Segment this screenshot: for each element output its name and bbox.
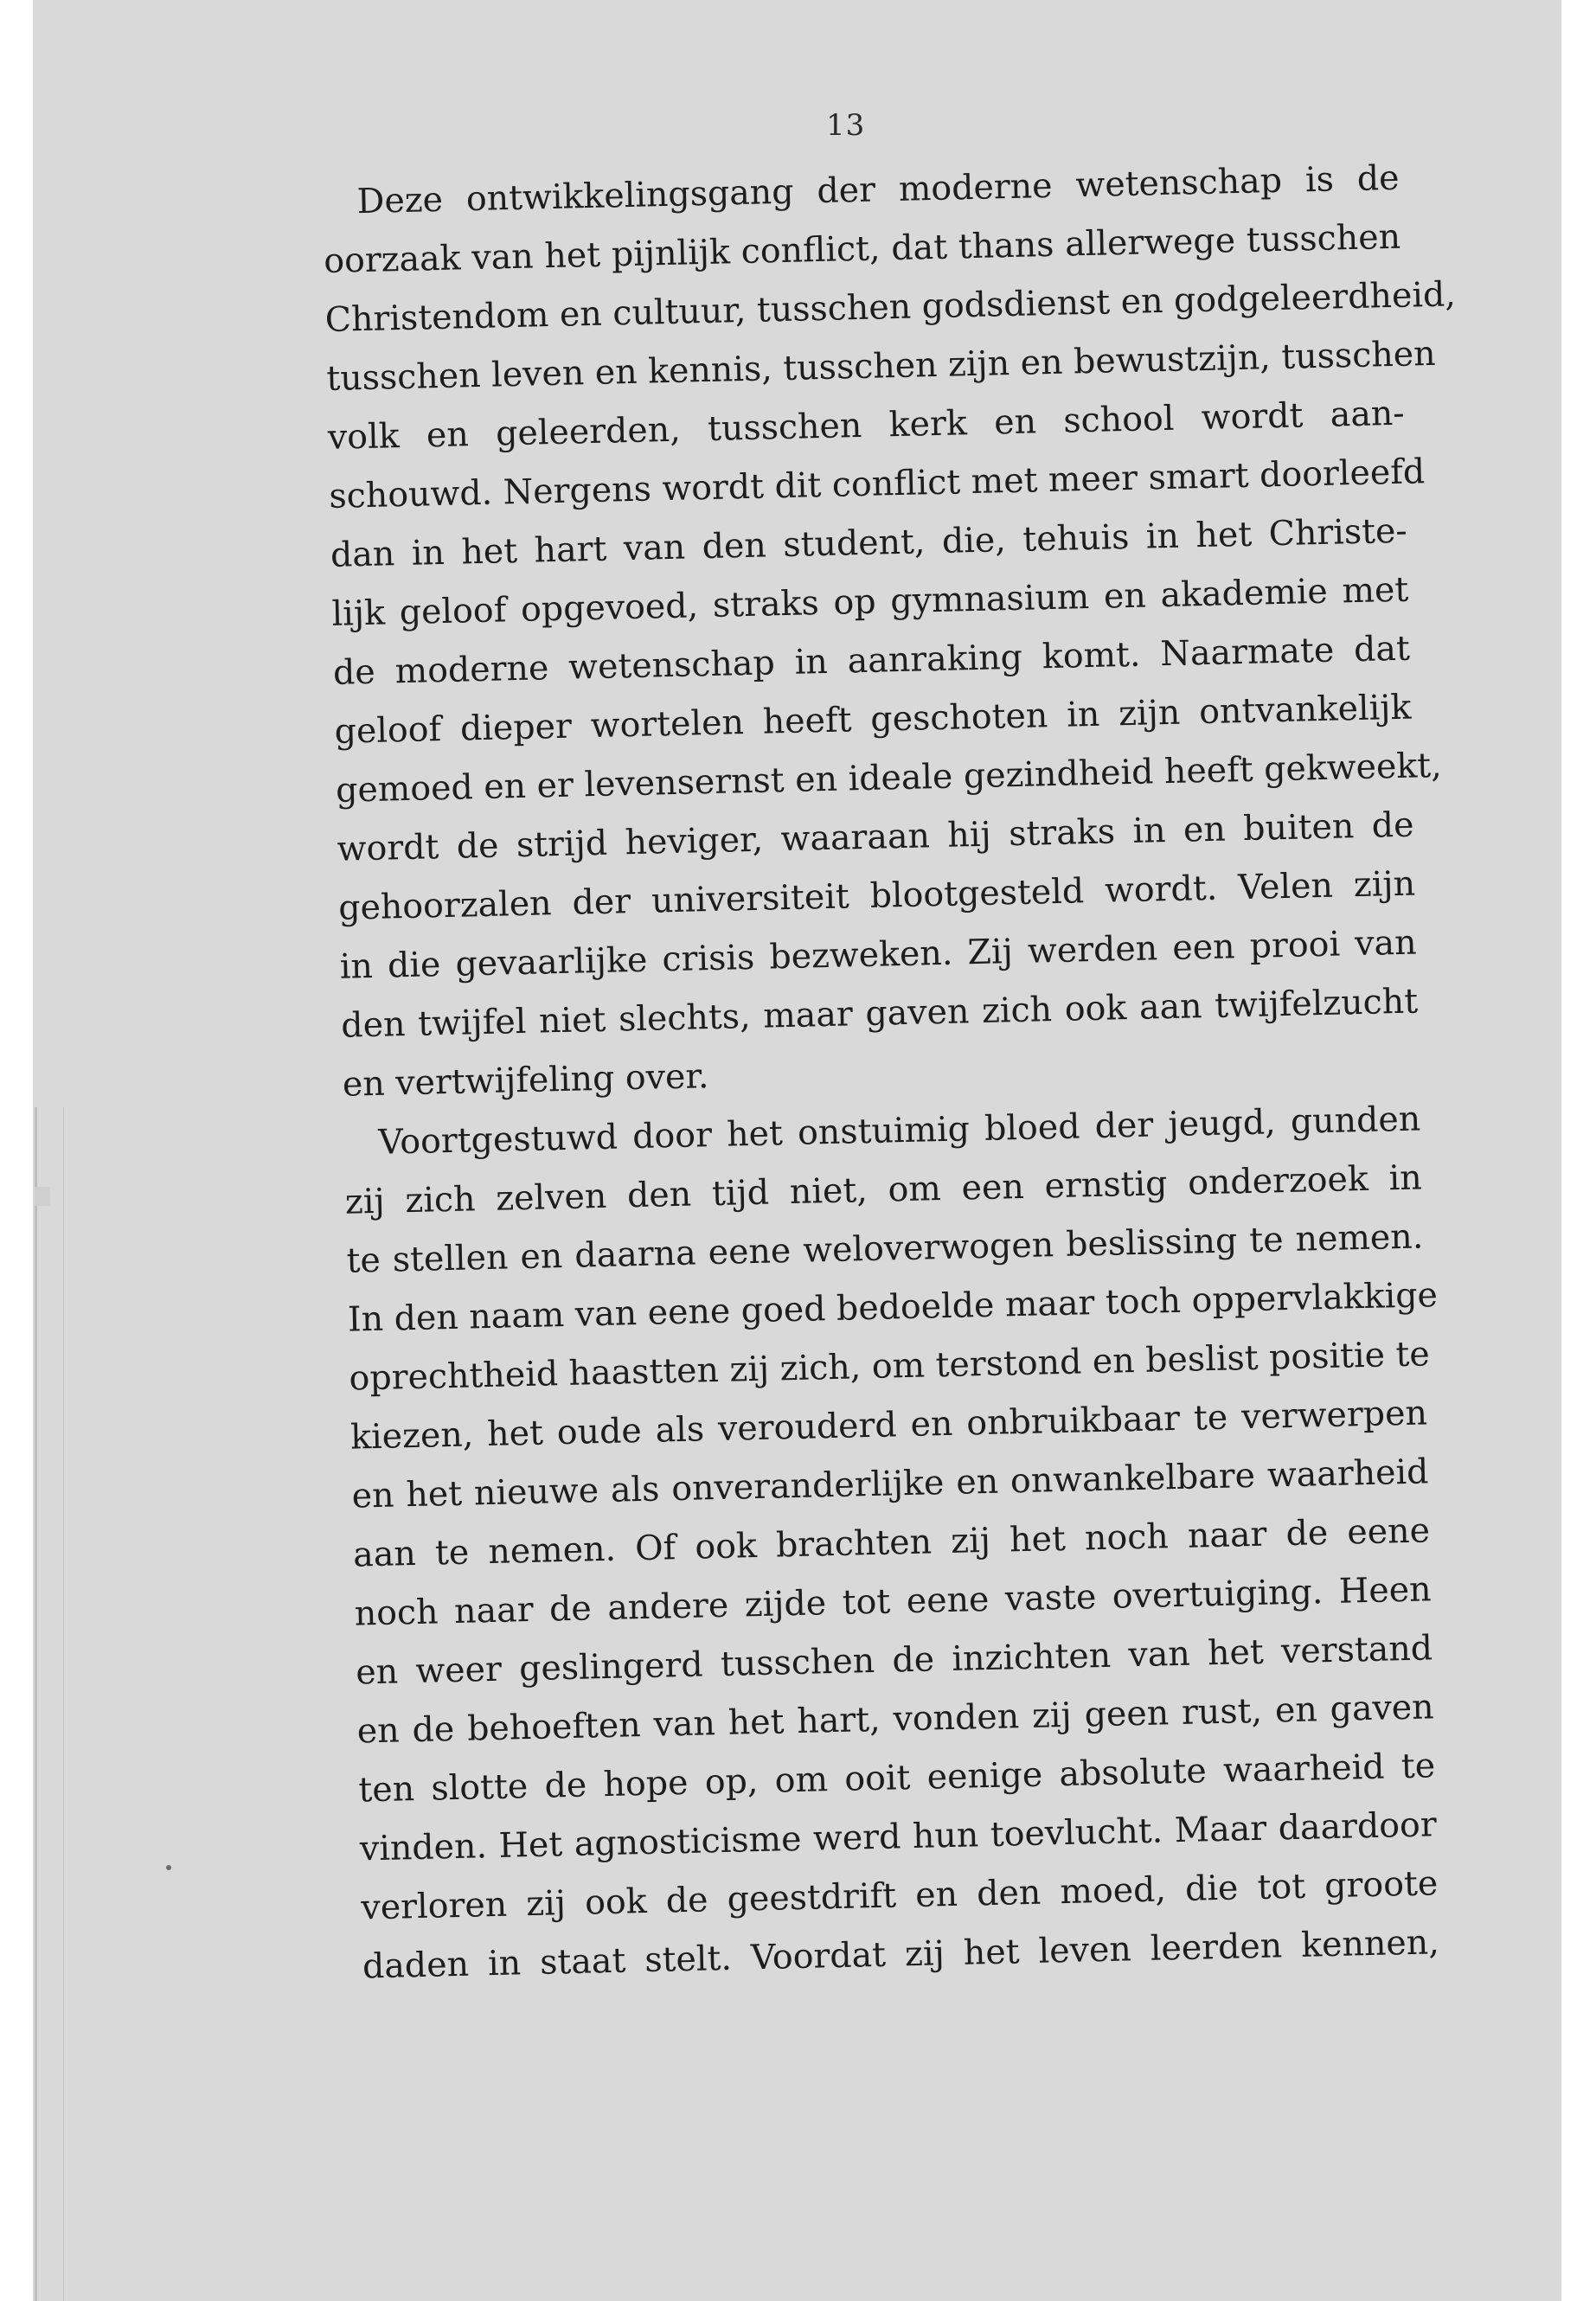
text-line: ten slotte de hope op, om ooit eenige absolute waarheid te — [357, 1746, 1436, 1811]
speck — [166, 1865, 171, 1870]
text-line: noch naar de andere zijde tot eene vaste overtuiging. Heen — [354, 1569, 1432, 1634]
text-line: Voortgestuwd door het onstuimig bloed der jeugd, gunden — [377, 1099, 1421, 1163]
text-line: de moderne wetenschap in aanraking komt. Naarmate dat — [332, 628, 1411, 693]
body-text — [322, 149, 1457, 1997]
text-line: wordt de strijd heviger, waaraan hij straks in en buiten de — [337, 804, 1414, 869]
text-line: vinden. Het agnosticisme werd hun toevlucht. Maar daardoor — [359, 1804, 1438, 1869]
text-line: Deze ontwikkelingsgang der moderne wetenschap is de — [356, 157, 1400, 222]
text-line: tusschen leven en kennis, tusschen zijn en bewustzijn, tusschen — [325, 333, 1437, 399]
text-line: zij zich zelven den tijd niet, om een ernstig onderzoek in — [344, 1157, 1423, 1222]
scan-right-margin — [1561, 0, 1596, 2301]
text-line: oorzaak van het pijnlijk conflict, dat thans allerwege tusschen — [323, 216, 1401, 281]
text-line: en de behoeften van het hart, vonden zij geen rust, en gaven — [356, 1687, 1435, 1752]
text-line: dan in het hart van den student, die, tehuis in het Christe- — [330, 510, 1408, 575]
text-line: en weer geslingerd tusschen de inzichten van het verstand — [355, 1628, 1433, 1693]
page-number: 13 — [826, 108, 866, 143]
text-line: volk en geleerden, tusschen kerk en school wordt aan- — [327, 393, 1406, 458]
text-line: daden in staat stelt. Voordat zij het leven leerden kennen, — [362, 1922, 1440, 1987]
text-line: gehoorzalen der universiteit blootgesteld wordt. Velen zijn — [337, 863, 1416, 928]
text-line: en het nieuwe als onveranderlijke en onwankelbare waarheid — [351, 1452, 1429, 1516]
text-line: In den naam van eene goed bedoelde maar toch oppervlakkige — [347, 1275, 1439, 1340]
text-line: aan te nemen. Of ook brachten zij het noch naar de eene — [352, 1510, 1431, 1575]
text-line: Christendom en cultuur, tusschen godsdienst en godgeleerdheid, — [324, 274, 1457, 340]
text-line: oprechtheid haastten zij zich, om terstond en beslist positie te — [349, 1334, 1431, 1399]
text-line: en vertwijfeling over. — [342, 1056, 709, 1105]
binding-mark — [35, 1187, 50, 1206]
text-line: den twijfel niet slechts, maar gaven zich ook aan twijfelzucht — [340, 981, 1419, 1046]
text-line: schouwd. Nergens wordt dit conflict met meer smart doorleefd — [328, 452, 1426, 516]
text-line: verloren zij ook de geestdrift en den moed, die tot groote — [360, 1863, 1439, 1928]
text-line: geloof dieper wortelen heeft geschoten in zijn ontvankelijk — [334, 687, 1412, 752]
text-line: te stellen en daarna eene weloverwogen beslissing te nemen. — [346, 1216, 1424, 1281]
binding-edge — [35, 1107, 64, 2301]
scan-left-margin — [0, 0, 33, 2301]
text-line: lijk geloof opgevoed, straks op gymnasium en akademie met — [331, 569, 1409, 634]
text-line: in die gevaarlijke crisis bezweken. Zij werden een prooi van — [339, 922, 1418, 987]
text-line: kiezen, het oude als verouderd en onbruikbaar te verwerpen — [349, 1393, 1428, 1458]
text-line: gemoed en er levensernst en ideale gezindheid heeft gekweekt, — [335, 745, 1443, 811]
